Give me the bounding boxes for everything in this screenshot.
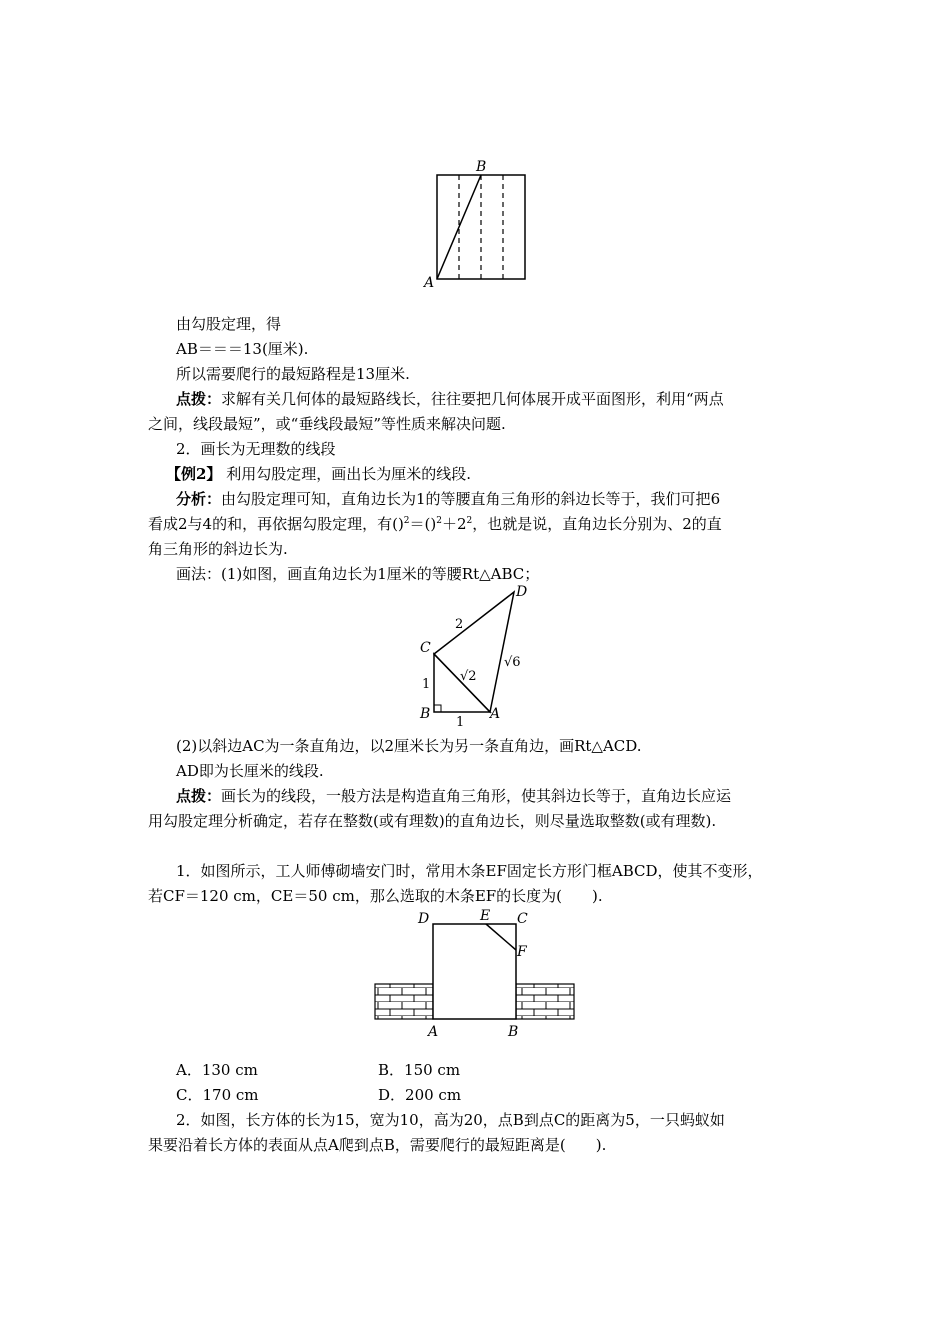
point-e-label: E <box>480 908 491 924</box>
point-b-label: B <box>476 159 487 175</box>
superscript: 2 <box>436 516 442 526</box>
figure-right-triangles <box>410 582 540 730</box>
triangle-acd <box>434 592 514 712</box>
tip-label: 点拨： <box>176 787 222 805</box>
analysis-part: ＋2 <box>441 515 467 533</box>
example-2 <box>166 464 471 484</box>
tip-1-line-1 <box>176 389 724 409</box>
brick-wall-left <box>375 984 433 1019</box>
point-d-label: D <box>418 911 430 927</box>
drawing-step-2: (2)以斜边AC为一条直角边，以2厘米长为另一条直角边，画Rt△ACD. <box>176 737 642 755</box>
length-ad: √6 <box>504 655 521 670</box>
point-a-label: A <box>424 275 435 290</box>
point-a-label: A <box>490 706 501 722</box>
point-c-label: C <box>517 911 528 927</box>
figure-door-frame <box>370 904 580 1040</box>
tip-label: 点拨： <box>176 390 222 408</box>
point-b-label: B <box>420 706 431 722</box>
analysis-part: ＝() <box>409 515 437 533</box>
length-ab: 1 <box>456 715 465 730</box>
length-cd: 2 <box>455 617 464 632</box>
example-text: 利用勾股定理，画出长为厘米的线段. <box>226 465 471 483</box>
analysis-line-3: 角三角形的斜边长为. <box>148 540 288 558</box>
unfolded-rectangle <box>437 175 525 279</box>
tip-1-line-2: 之间，线段最短”，或“垂线段最短”等性质来解决问题. <box>148 415 506 433</box>
point-a-label: A <box>428 1024 439 1040</box>
drawing-conclusion: AD即为长厘米的线段. <box>176 762 324 780</box>
point-f-label: F <box>517 944 527 960</box>
brick-wall-right <box>516 984 574 1019</box>
length-bc: 1 <box>422 677 431 692</box>
question-2-line-2: 果要沿着长方体的表面从点A爬到点B，需要爬行的最短距离是( ). <box>148 1136 607 1154</box>
analysis-part: 看成2与4的和，再依据勾股定理，有() <box>148 515 404 533</box>
tip-2-line-2: 用勾股定理分析确定，若存在整数(或有理数)的直角边长，则尽量选取整数(或有理数). <box>148 812 717 830</box>
point-b-label: B <box>508 1024 519 1040</box>
analysis-part: ，也就是说，直角边长分别为、2的直 <box>472 515 722 533</box>
option-b: B．150 cm <box>378 1061 461 1079</box>
section-heading: 2．画长为无理数的线段 <box>176 440 336 458</box>
question-1-line-1: 1．如图所示，工人师傅砌墙安门时，常用木条EF固定长方形门框ABCD，使其不变形， <box>176 862 763 880</box>
text-pythagoras: 由勾股定理，得 <box>176 315 282 333</box>
analysis-text: 由勾股定理可知，直角边长为1的等腰直角三角形的斜边长等于，我们可把6 <box>221 490 721 508</box>
option-a: A．130 cm <box>176 1061 258 1079</box>
superscript: 2 <box>466 516 473 526</box>
question-1-line-2: 若CF＝120 cm，CE＝50 cm，那么选取的木条EF的长度为( ). <box>148 887 603 905</box>
analysis-label: 分析： <box>176 490 222 508</box>
example-label: 【例2】 <box>166 465 222 483</box>
tip-text: 画长为的线段，一般方法是构造直角三角形，使其斜边长等于，直角边长应运 <box>221 787 732 805</box>
point-c-label: C <box>420 640 431 656</box>
text-shortest-path: 所以需要爬行的最短路程是13厘米. <box>176 365 410 383</box>
drawing-step-1: 画法：(1)如图，画直角边长为1厘米的等腰Rt△ABC； <box>176 565 540 583</box>
option-c: C．170 cm <box>176 1086 259 1104</box>
analysis-line-1 <box>176 489 720 509</box>
length-ac: √2 <box>460 669 477 684</box>
right-angle-mark-b <box>434 705 441 712</box>
point-d-label: D <box>516 584 528 600</box>
analysis-line-2 <box>148 514 722 534</box>
figure-unfolded-cylinder <box>420 155 540 290</box>
text-ab-result: AB＝＝＝13(厘米). <box>176 340 309 358</box>
superscript: 2 <box>403 516 410 526</box>
option-d: D．200 cm <box>378 1086 462 1104</box>
tip-2-line-1 <box>176 786 731 806</box>
question-2-line-1: 2．如图，长方体的长为15，宽为10，高为20，点B到点C的距离为5，一只蚂蚁如 <box>176 1111 725 1129</box>
path-ab <box>437 175 481 279</box>
tip-text: 求解有关几何体的最短路线长，往往要把几何体展开成平面图形，利用“两点 <box>221 390 724 408</box>
